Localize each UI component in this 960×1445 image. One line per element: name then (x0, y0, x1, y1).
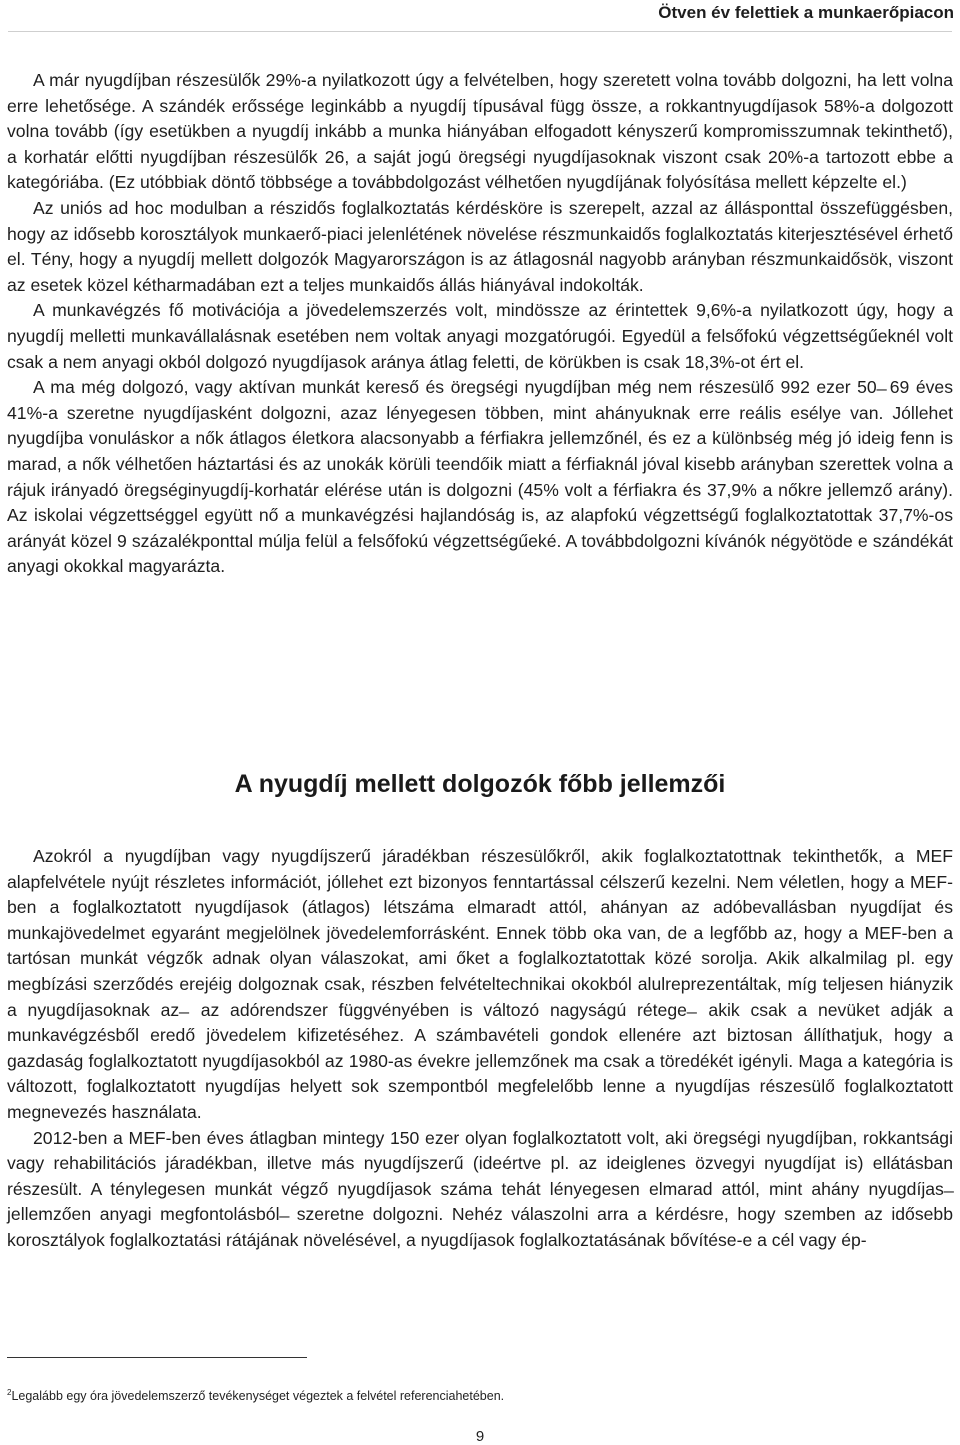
paragraph: A ma még dolgozó, vagy aktívan munkát kereső és öregségi nyugdíjban még nem részesülő 992 ezer 50 ̶ 69 éves 41%-a szeretne nyugdíjasként dolgozni, azaz lényegesen többen, mint ahányuknak erre reális esélye van. Jóllehet nyugdíjba vonuláskor a nők átlagos életkora alacsonyabb a férfiakra jellemzőnél, és ez a különbség még jó ideig fenn is marad, a nők vélhetően háztartási és az unokák körüli teendőik miatt a férfiaknál jóval kisebb arányban szerettek volna a rájuk irányadó öregséginyugdíj-korhatár elérése után is dolgozni (45% volt a férfiakra és 37,9% a nőkre jellemző arány). Az iskolai végzettséggel együtt nő a munkavégzési hajlandóság is, az alapfokú végzettségű foglalkoztatottak 37,7%-os arányát közel 9 százalékponttal múlja felül a felsőfokú végzettségűeké. A továbbdolgozni kívánók négyötöde e szándékát anyagi okokkal magyarázta. (7, 377, 953, 577)
page-number: 9 (475, 1428, 485, 1445)
paragraph: Azokról a nyugdíjban vagy nyugdíjszerű járadékban részesülőkről, akik foglalkoztatottnak tekinthetők, a MEF alapfelvétele nyújt részletes információt, jóllehet ezt bizonyos fenntartással célszerű kezelni. Nem véletlen, hogy a MEF-ben a foglalkoztatott nyugdíjasok (átlagos) létszáma elmaradt attól, ahányan az adóbevallásban nyugdíjat és munkajövedelmet egyaránt megjelölnek jövedelemforrásként. Ennek több oka van, de a legfőbb az, hogy a MEF-ben a tartósan munkát végzők adnak olyan válaszokat, ami őket a foglalkoztatottak közé sorolja. Akik alkalmilag pl. egy megbízási szerződés erejéig dolgoznak csak, részben felvételtechnikai okokból alulreprezentáltak, míg teljesen hiányzik a nyugdíjasoknak az ̶ az adórendszer függvényében is változó nagyságú rétege ̶ akik csak a nevüket adják a munkavégzésből eredő jövedelem kifizetéséhez. A számbavételi gondok ellenére azt biztosan állíthatjuk, hogy a gazdaság foglalkoztatott nyugdíjasokból az 1980-as évekre jellemzőnek ma csak a töredékét igényli. Maga a kategória is változott, foglalkoztatott nyugdíjas helyett sok szempontból megfelelőbb lenne a nyugdíjas részesülő foglalkoztatott megnevezés használata. (7, 846, 953, 1122)
paragraph: 2012-ben a MEF-ben éves átlagban mintegy 150 ezer olyan foglalkoztatott volt, aki öregségi nyugdíjban, rokkantsági vagy rehabilitációs járadékban, illetve más nyugdíjszerű (ideértve pl. az ideiglenes özvegyi nyugdíjat is) ellátásban részesült. A ténylegesen munkát végző nyugdíjasok száma tehát lényegesen elmarad attól, mint ahány nyugdíjas ̶ jellemzően anyagi megfontolásból ̶ szeretne dolgozni. Nehéz válaszolni arra a kérdésre, hogy szemben az idősebb korosztályok foglalkoztatási rátájának növelésével, a nyugdíjasok foglalkoztatásának bővítése-e a cél vagy ép- (7, 1127, 953, 1250)
paragraph: Az uniós ad hoc modulban a részidős foglalkoztatás kérdésköre is szerepelt, azzal az állásponttal összefüggésben, hogy az idősebb korosztályok munkaerő-piaci jelenlétének növelése részmunkaidős foglalkoztatás kiterjesztésével érhető el. Tény, hogy a nyugdíj mellett dolgozók Magyarországon is az átlagosnál nagyobb arányban részmunkaidősök, viszont az esetek közel kétharmadában ezt a teljes munkaidős állás hiányával indokolták. (7, 197, 953, 295)
section-2-body (7, 844, 953, 1254)
header-rule (8, 31, 952, 32)
paragraph: A már nyugdíjban részesülők 29%-a nyilatkozott úgy a felvételben, hogy szeretett volna tovább dolgozni, ha lett volna erre lehetősége. A szándék erőssége leginkább a nyugdíj típusával függ össze, a rokkantnyugdíjasok 58%-a dolgozott volna tovább (így esetükben a nyugdíj inkább a munka hiányában elfogadott kényszerű kompromisszumnak tekinthető), a korhatár előtti nyugdíjban részesülők 26, a saját jogú öregségi nyugdíjasoknak viszont csak 20%-a tartozott ebbe a kategóriába. (Ez utóbbiak döntő többsége a továbbdolgozást vélhetően nyugdíjának folyósítása mellett képzelte el.) (7, 70, 953, 193)
footnote-rule (7, 1357, 307, 1358)
section-1-body (7, 68, 953, 580)
paragraph: A munkavégzés fő motivációja a jövedelemszerzés volt, mindössze az érintettek 9,6%-a nyilatkozott úgy, hogy a nyugdíj melletti munkavállalásnak esetében nem voltak anyagi mozgatórugói. Egyedül a felsőfokú végzettségűeknél volt csak a nem anyagi okból dolgozó nyugdíjasok aránya átlag feletti, de körükben is csak 18,3%-ot ért el. (7, 300, 953, 372)
footnote-number: 2 (7, 1387, 12, 1397)
running-header: Ötven év felettiek a munkaerőpiacon (658, 3, 954, 22)
footnote (7, 1389, 504, 1403)
section-heading: A nyugdíj mellett dolgozók főbb jellemzői (234, 770, 726, 798)
footnote-text: Legalább egy óra jövedelemszerző tevékenységet végeztek a felvétel referenciahetében. (11, 1389, 505, 1403)
